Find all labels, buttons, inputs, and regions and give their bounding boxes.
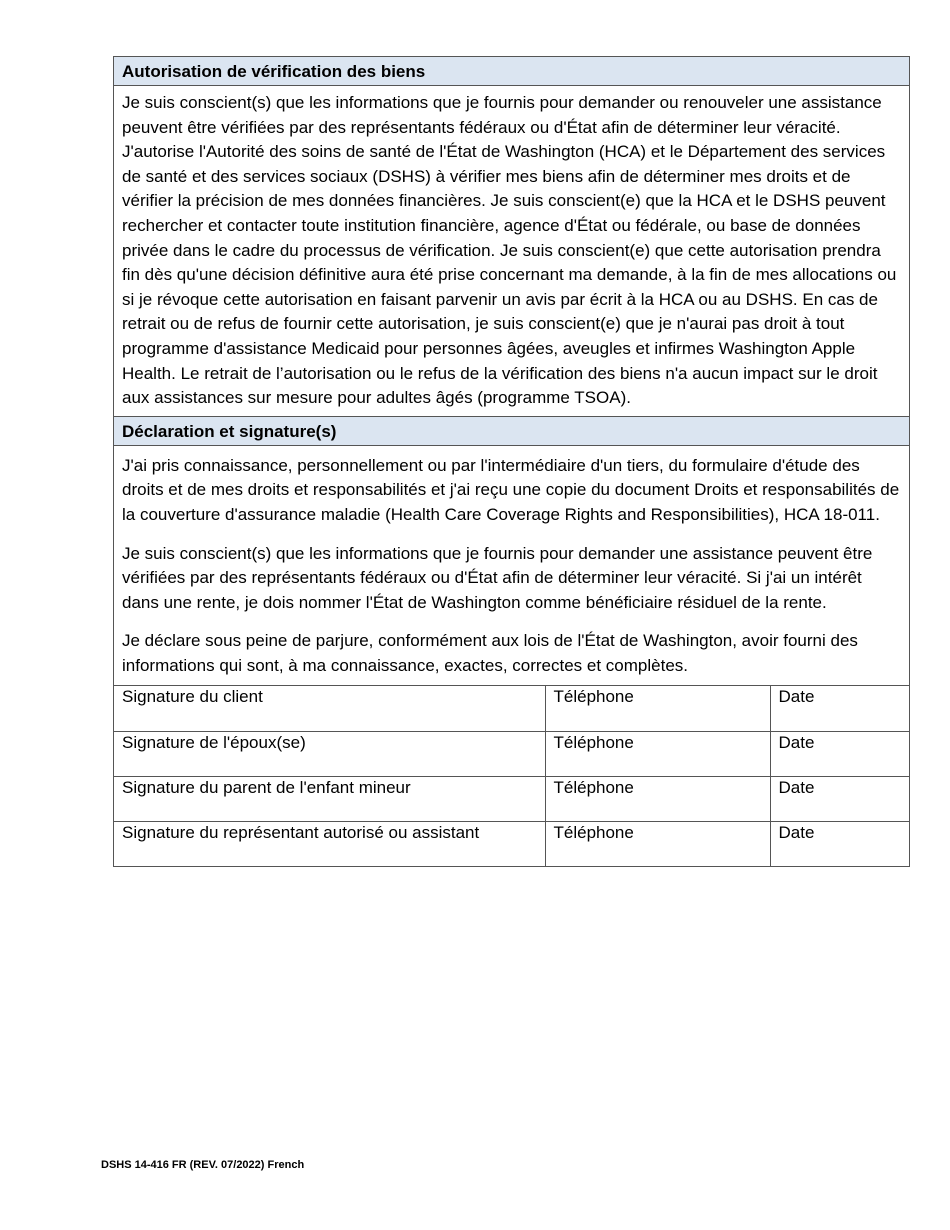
declaration-paragraph: Je déclare sous peine de parjure, conformément aux lois de l'État de Washington, avoir fourni des informations qui sont, à ma connaissance, exactes, correctes et complètes.: [122, 631, 858, 675]
signature-row-spouse: [114, 731, 909, 776]
spouse-phone-field[interactable]: Téléphone: [545, 731, 770, 776]
form-container: [113, 56, 910, 867]
representative-phone-field[interactable]: Téléphone: [545, 821, 770, 866]
representative-date-field[interactable]: Date: [778, 822, 815, 842]
form-footer-id: DSHS 14-416 FR (REV. 07/2022) French: [101, 1159, 305, 1171]
asset-verification-text: Je suis conscient(s) que les informations que je fournis pour demander ou renouveler une assistance peuvent être vérifiées par des représentants fédéraux ou d'État afin de déterminer leur véracité. J'autorise l'Autorité des soins de santé de l'État de Washington (HCA) et le Département des services de santé et des services sociaux (DSHS) à vérifier mes biens afin de déterminer mes droits et de vérifier la précision de mes données financières. Je suis conscient(e) que la HCA et le DSHS peuvent rechercher et contacter toute institution financière, agence d'État ou fédérale, ou base de données privée dans le cadre du processus de vérification. Je suis conscient(e) que cette autorisation prendra fin dès qu'une décision définitive aura été prise concernant ma demande, à la fin de mes allocations ou si je révoque cette autorisation en faisant parvenir un avis par écrit à la HCA ou au DSHS. En cas de retrait ou de refus de fournir cette autorisation, je suis conscient(e) que je n'aurai pas droit à tout programme d'assistance Medicaid pour personnes âgées, aveugles et infirmes Washington Apple Health. Le retrait de l’autorisation ou le refus de la vérification des biens n'a aucun impact sur le droit aux assistances sur mesure pour adultes âgés (programme TSOA).: [122, 93, 897, 408]
signature-row-representative: [114, 821, 909, 866]
asset-verification-heading: Autorisation de vérification des biens: [114, 57, 909, 86]
signature-table: [114, 686, 909, 866]
signature-row-parent: [114, 776, 909, 821]
parent-date-field[interactable]: Date: [770, 776, 909, 821]
parent-phone-field[interactable]: Téléphone: [545, 776, 770, 821]
spouse-signature-field[interactable]: Signature de l'époux(se): [114, 731, 545, 776]
declaration-text-block: [114, 446, 909, 687]
declaration-paragraph: J'ai pris connaissance, personnellement ou par l'intermédiaire d'un tiers, du formulaire d'étude des droits et de mes droits et responsabilités et j'ai reçu une copie du document Droits et responsabilités de la couverture d'assurance maladie (Health Care Coverage Rights and Responsibilities), HCA 18-011.: [122, 455, 900, 524]
client-phone-field[interactable]: Téléphone: [545, 686, 770, 731]
spouse-date-field[interactable]: Date: [770, 731, 909, 776]
signature-row-client: [114, 686, 909, 731]
representative-signature-field[interactable]: Signature du représentant autorisé ou assistant: [114, 821, 545, 866]
parent-signature-field[interactable]: Signature du parent de l'enfant mineur: [114, 776, 545, 821]
declaration-heading: Déclaration et signature(s): [114, 417, 909, 446]
client-signature-field[interactable]: Signature du client: [114, 686, 545, 731]
asset-verification-text-block: [114, 86, 909, 417]
client-date-field[interactable]: Date: [770, 686, 909, 731]
declaration-paragraph: Je suis conscient(s) que les informations que je fournis pour demander une assistance peuvent être vérifiées par des représentants fédéraux ou d'État afin de déterminer leur véracité. Si j'ai un intérêt dans une rente, je dois nommer l'État de Washington comme bénéficiaire résiduel de la rente.: [122, 543, 873, 612]
